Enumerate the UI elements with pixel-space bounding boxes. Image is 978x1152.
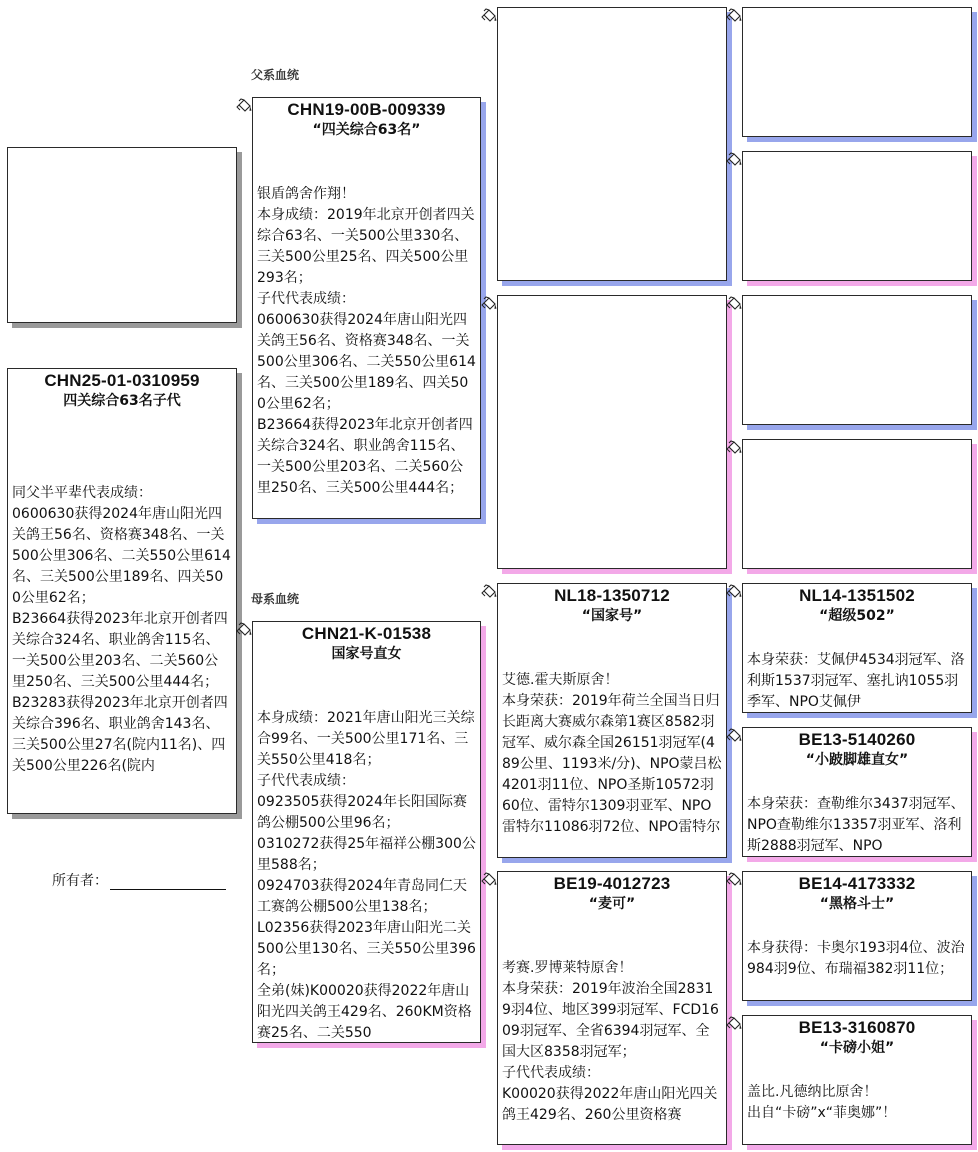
dd-sire-description: 本身获得：卡奥尔193羽4位、波治984羽9位、布瑞福382羽11位； (747, 940, 965, 977)
sd-sire-card[interactable] (742, 295, 972, 425)
paint-bucket-icon[interactable] (726, 296, 742, 312)
ss-dam-card[interactable] (742, 151, 972, 281)
ds-dam-ring-number: BE13-5140260 (798, 730, 916, 749)
dd-sire-name: “黑格斗士” (819, 896, 895, 912)
sire-name: “四关综合63名” (312, 122, 421, 138)
sire-description: 银盾鸽舍作翔！ 本身成绩：2019年北京开创者四关综合63名、一关500公里330名、三关500公里25名、四关500公里293名； 子代代表成绩： 0600630获得2024年唐山阳光四关鸽王56名、资格赛348名、一关500公里306名、二关550公里614名、三关500公里189名、四关500公里62名； B23664获得2023年北京开创者四关综合324名、职业鸽舍115名、一关500公里203名、二关560公里250名、三关500公里444名； (257, 186, 476, 496)
dam-description: 本身成绩：2021年唐山阳光三关综合99名、一关500公里171名、三关550公里418名； 子代代表成绩： 0923505获得2024年长阳国际赛鸽公棚500公里96名； 0310272获得25年福祥公棚300公里588名； 0924703获得2024年青岛同仁天工赛鸽公棚500公里138名； L02356获得2023年唐山阳光二关500公里130名、三关550公里396名； 全弟(妹)K00020获得2022年唐山阳光四关鸽王429名、260KM资格赛25名、二关550 (257, 710, 476, 1041)
dd-dam-name: “卡磅小姐” (819, 1040, 895, 1056)
subject-ring-number: CHN25-01-0310959 (44, 371, 200, 390)
sire-line-label: 父系血统 (251, 68, 300, 82)
dd-dam-ring-number: BE13-3160870 (798, 1018, 916, 1037)
dam-dam-ring-number: BE19-4012723 (553, 874, 671, 893)
photo-box[interactable] (7, 147, 237, 323)
ds-sire-description: 本身荣获：艾佩伊4534羽冠军、洛利斯1537羽冠军、塞扎讷1055羽季军、NPO艾佩伊 (747, 652, 965, 710)
paint-bucket-icon[interactable] (481, 8, 497, 24)
paint-bucket-icon[interactable] (236, 622, 252, 638)
ds-dam-name: “小跛脚雄直女” (805, 752, 909, 768)
dam-sire-name: “国家号” (581, 608, 643, 624)
dam-name: 国家号直女 (331, 646, 402, 662)
dd-dam-description: 盖比.凡德纳比原舍！ 出自“卡磅”x“菲奥娜”！ (747, 1084, 897, 1121)
paint-bucket-icon[interactable] (481, 296, 497, 312)
dd-sire-ring-number: BE14-4173332 (798, 874, 916, 893)
owner-field[interactable] (52, 870, 226, 890)
ss-sire-card[interactable] (742, 7, 972, 137)
dd-sire-card[interactable] (742, 871, 972, 1001)
sire-sire-card[interactable] (497, 7, 727, 281)
dam-dam-description: 考赛.罗博莱特原舍！ 本身荣获：2019年波治全国28319羽4位、地区399羽冠军、FCD1609羽冠军、全省6394羽冠军、全国大区8358羽冠军； 子代代表成绩： K00020获得2022年唐山阳光四关鸽王429名、260公里资格赛 (502, 960, 719, 1123)
paint-bucket-icon[interactable] (726, 152, 742, 168)
ds-sire-ring-number: NL14-1351502 (799, 586, 915, 605)
sd-dam-card[interactable] (742, 439, 972, 569)
ds-sire-card[interactable] (742, 583, 972, 713)
sire-dam-card[interactable] (497, 295, 727, 569)
subject-description: 同父半平辈代表成绩： 0600630获得2024年唐山阳光四关鸽王56名、资格赛348名、一关500公里306名、二关550公里614名、三关500公里189名、四关500公里62名； B23664获得2023年北京开创者四关综合324名、职业鸽舍115名、一关500公里203名、二关560公里250名、三关500公里444名； B23283获得2023年北京开创者四关综合396名、职业鸽舍143名、三关500公里27名(院内11名)、四关500公里226名(院内 (12, 485, 231, 774)
paint-bucket-icon[interactable] (481, 584, 497, 600)
subject-name: 四关综合63名子代 (63, 393, 181, 409)
ds-sire-name: “超级502” (819, 608, 895, 624)
dam-dam-name: “麦可” (588, 896, 636, 912)
paint-bucket-icon[interactable] (726, 8, 742, 24)
ds-dam-description: 本身荣获：查勒维尔3437羽冠军、NPO查勒维尔13357羽亚军、洛利斯2888羽冠军、NPO (747, 796, 965, 854)
sire-ring-number: CHN19-00B-009339 (287, 100, 446, 119)
dam-ring-number: CHN21-K-01538 (301, 624, 432, 643)
paint-bucket-icon[interactable] (726, 1016, 742, 1032)
paint-bucket-icon[interactable] (236, 98, 252, 114)
paint-bucket-icon[interactable] (726, 440, 742, 456)
dd-dam-card[interactable] (742, 1015, 972, 1145)
dam-sire-card[interactable] (497, 583, 727, 858)
owner-underline[interactable] (110, 873, 226, 890)
paint-bucket-icon[interactable] (481, 872, 497, 888)
paint-bucket-icon[interactable] (726, 872, 742, 888)
paint-bucket-icon[interactable] (726, 584, 742, 600)
ds-dam-card[interactable] (742, 727, 972, 857)
paint-bucket-icon[interactable] (726, 728, 742, 744)
sire-card[interactable] (252, 97, 481, 519)
owner-label: 所有者： (52, 873, 108, 889)
subject-card[interactable] (7, 368, 237, 814)
dam-dam-card[interactable] (497, 871, 727, 1145)
dam-card[interactable] (252, 621, 481, 1043)
dam-sire-description: 艾德.霍夫斯原舍！ 本身荣获：2019年荷兰全国当日归长距离大赛威尔森第1赛区8582羽冠军、威尔森全国26151羽冠军(489公里、1193米/分)、NPO蒙吕松4201羽11位、NPO圣斯10572羽60位、雷特尔1309羽亚军、NPO雷特尔11086羽72位、NPO雷特尔 (502, 672, 722, 835)
dam-sire-ring-number: NL18-1350712 (554, 586, 670, 605)
dam-line-label: 母系血统 (251, 592, 300, 606)
